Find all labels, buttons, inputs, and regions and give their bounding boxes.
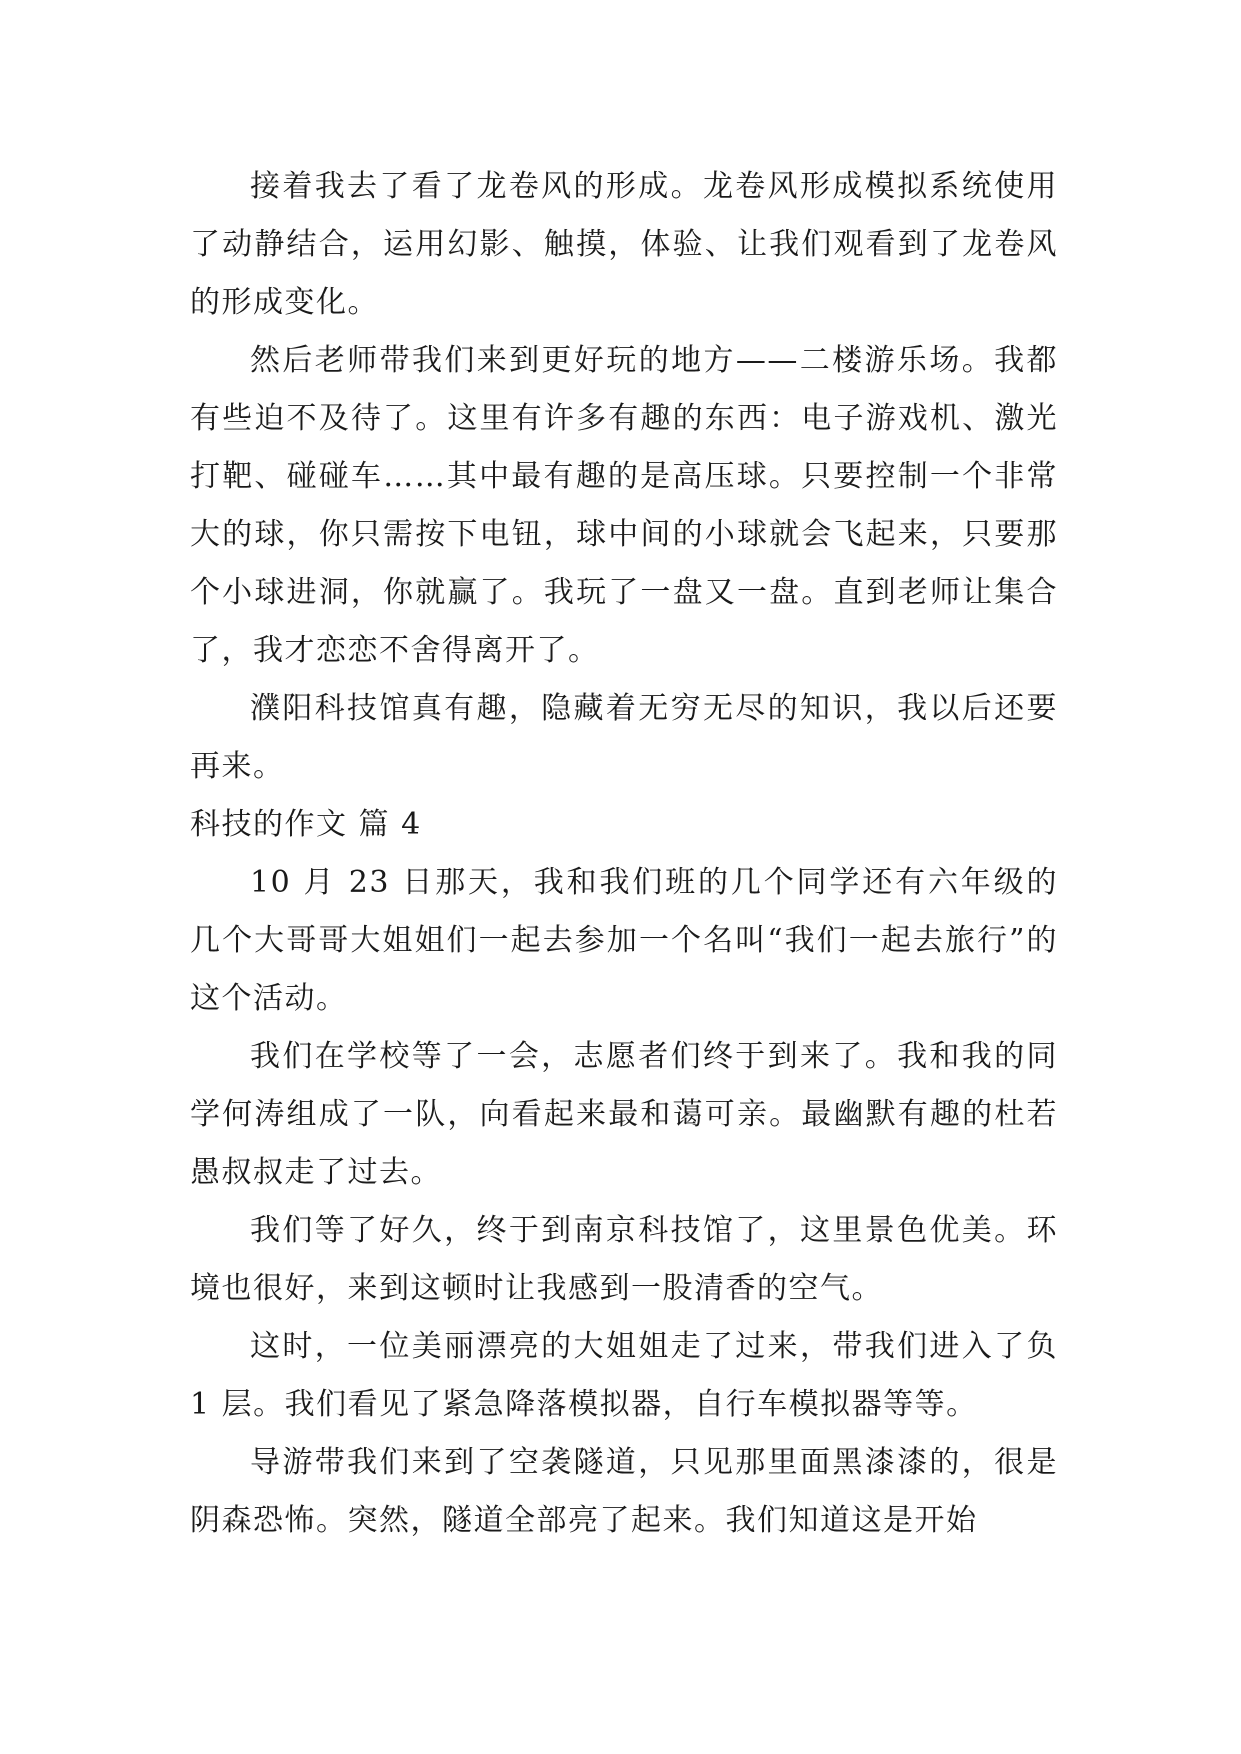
paragraph-tornado: 接着我去了看了龙卷风的形成。龙卷风形成模拟系统使用了动静结合，运用幻影、触摸，体验、让我们观看到了龙卷风的形成变化。 [190, 169, 1058, 320]
paragraph-puyang-conclusion: 濮阳科技馆真有趣，隐藏着无穷无尽的知识，我以后还要再来。 [190, 691, 1058, 784]
paragraph-basement: 这时，一位美丽漂亮的大姐姐走了过来，带我们进入了负 1 层。我们看见了紧急降落模拟器，自行车模拟器等等。 [190, 1329, 1058, 1422]
paragraph-arrival: 我们等了好久，终于到南京科技馆了，这里景色优美。环境也很好，来到这顿时让我感到一股清香的空气。 [190, 1213, 1058, 1306]
paragraph-playground: 然后老师带我们来到更好玩的地方——二楼游乐场。我都有些迫不及待了。这里有许多有趣的东西：电子游戏机、激光打靶、碰碰车……其中最有趣的是高压球。只要控制一个非常大的球，你只需按下电钮，球中间的小球就会飞起来，只要那个小球进洞，你就赢了。我玩了一盘又一盘。直到老师让集合了，我才恋恋不舍得离开了。 [190, 343, 1058, 668]
paragraph-activity: 10 月 23 日那天，我和我们班的几个同学还有六年级的几个大哥哥大姐姐们一起去参加一个名叫“我们一起去旅行”的这个活动。 [190, 865, 1058, 1016]
section-heading: 科技的作文 篇 4 [190, 807, 422, 842]
paragraph-volunteers: 我们在学校等了一会，志愿者们终于到来了。我和我的同学何涛组成了一队，向看起来最和蔼可亲。最幽默有趣的杜若愚叔叔走了过去。 [190, 1039, 1058, 1190]
paragraph-tunnel: 导游带我们来到了空袭隧道，只见那里面黑漆漆的，很是阴森恐怖。突然，隧道全部亮了起来。我们知道这是开始 [190, 1445, 1058, 1538]
document-body [190, 158, 1058, 1550]
